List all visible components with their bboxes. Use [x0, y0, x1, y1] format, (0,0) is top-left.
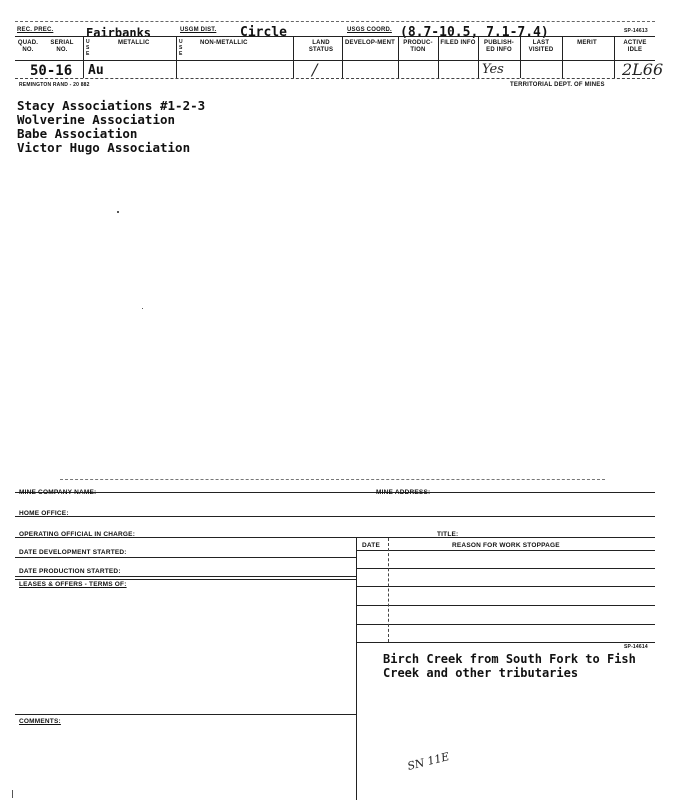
stoppage-row-rule	[357, 550, 655, 551]
scan-speck	[142, 308, 143, 309]
usgs-dist-label: USGM DIST.	[180, 27, 217, 33]
claim-line: Stacy Associations #1-2-3	[17, 98, 206, 113]
stoppage-row-rule	[357, 642, 655, 643]
header-vline	[438, 36, 439, 78]
published-value: Yes	[482, 62, 504, 77]
mine-address-label: MINE ADDRESS:	[376, 489, 431, 496]
claim-line: Wolverine Association	[17, 112, 176, 127]
merit-label: MERIT	[577, 40, 597, 46]
form-number-bottom: SP-14614	[624, 644, 648, 650]
header-vline	[293, 36, 294, 78]
lower-rule-company	[15, 492, 655, 493]
usgs-dist-value: Circle	[240, 25, 287, 40]
scan-speck	[117, 211, 119, 213]
claims-list	[17, 99, 205, 155]
header-vline	[520, 36, 521, 78]
active-idle-label: ACTIVE IDLE	[623, 40, 647, 53]
lower-rule-dev	[15, 557, 356, 558]
main-col-divider	[356, 538, 357, 800]
hand-note: SN 11E	[406, 750, 451, 773]
leases-label: LEASES & OFFERS - TERMS OF:	[19, 581, 127, 588]
header-vline	[478, 36, 479, 78]
active-value: 2L66	[622, 60, 664, 79]
claim-line: Babe Association	[17, 126, 138, 141]
scan-mark	[12, 790, 13, 798]
lower-rule-prod	[15, 576, 356, 577]
lower-rule-prod-2	[15, 579, 356, 580]
rec-prec-label: REC. PREC.	[17, 27, 54, 33]
header-vline	[176, 36, 177, 78]
date-label: DATE	[362, 542, 381, 549]
mine-company-label: MINE COMPANY NAME:	[19, 489, 97, 496]
stoppage-row-rule	[357, 568, 655, 569]
stoppage-row-rule	[357, 605, 655, 606]
lower-rule-top	[60, 479, 605, 480]
metallic-value: Au	[88, 63, 104, 78]
operating-official-label: OPERATING OFFICIAL IN CHARGE:	[19, 531, 136, 538]
header-vline	[562, 36, 563, 78]
printer-line: REMINGTON RAND - 20 882	[19, 82, 90, 88]
header-vline	[614, 36, 615, 78]
published-info-label: PUBLISH-ED INFO	[484, 40, 514, 53]
dept-line: TERRITORIAL DEPT. OF MINES	[510, 82, 605, 88]
location-line: Creek and other tributaries	[383, 666, 579, 680]
location-line: Birch Creek from South Fork to Fish	[383, 652, 636, 666]
land-status-label: LAND STATUS	[308, 40, 334, 53]
metallic-label: METALLIC	[118, 40, 150, 46]
lower-rule-office	[15, 516, 655, 517]
usgs-coord-label: USGS COORD.	[347, 27, 392, 33]
date-development-label: DATE DEVELOPMENT STARTED:	[19, 549, 127, 556]
quad-value: 50-16	[30, 63, 73, 79]
filed-info-label: FILED INFO	[440, 40, 476, 46]
production-label: PRODUC-TION	[403, 40, 433, 53]
metallic-use-marks: U S E	[86, 39, 90, 57]
location-text	[383, 652, 636, 680]
rec-prec-value: Fairbanks	[86, 26, 152, 40]
lower-rule-comments	[15, 714, 356, 715]
nonmetallic-use-marks: U S E	[179, 39, 183, 57]
form-number-top: SP-14613	[624, 28, 648, 34]
header-vline	[342, 36, 343, 78]
home-office-label: HOME OFFICE:	[19, 510, 69, 517]
date-production-label: DATE PRODUCTION STARTED:	[19, 568, 121, 575]
header-rule-1	[15, 36, 655, 37]
title-label: TITLE:	[437, 531, 459, 538]
header-rule-top	[15, 21, 655, 22]
stoppage-row-rule	[357, 586, 655, 587]
develop-label: DEVELOP-MENT	[344, 40, 396, 46]
claim-line: Victor Hugo Association	[17, 140, 191, 155]
header-rule-2	[15, 60, 655, 61]
header-rule-3	[15, 78, 655, 79]
serial-no-label: SERIAL NO.	[50, 40, 74, 53]
reason-label: REASON FOR WORK STOPPAGE	[452, 542, 560, 549]
stoppage-row-rule	[357, 624, 655, 625]
non-metallic-label: NON-METALLIC	[200, 40, 248, 46]
land-status-value: /	[312, 60, 318, 79]
last-visited-label: LAST VISITED	[528, 40, 554, 53]
header-vline	[83, 36, 84, 78]
usgs-coord-value: (8.7-10.5, 7.1-7.4)	[400, 25, 549, 40]
stoppage-col-divider	[388, 538, 389, 642]
comments-label: COMMENTS:	[19, 718, 61, 725]
header-vline	[398, 36, 399, 78]
quad-no-label: QUAD. NO.	[17, 40, 39, 53]
